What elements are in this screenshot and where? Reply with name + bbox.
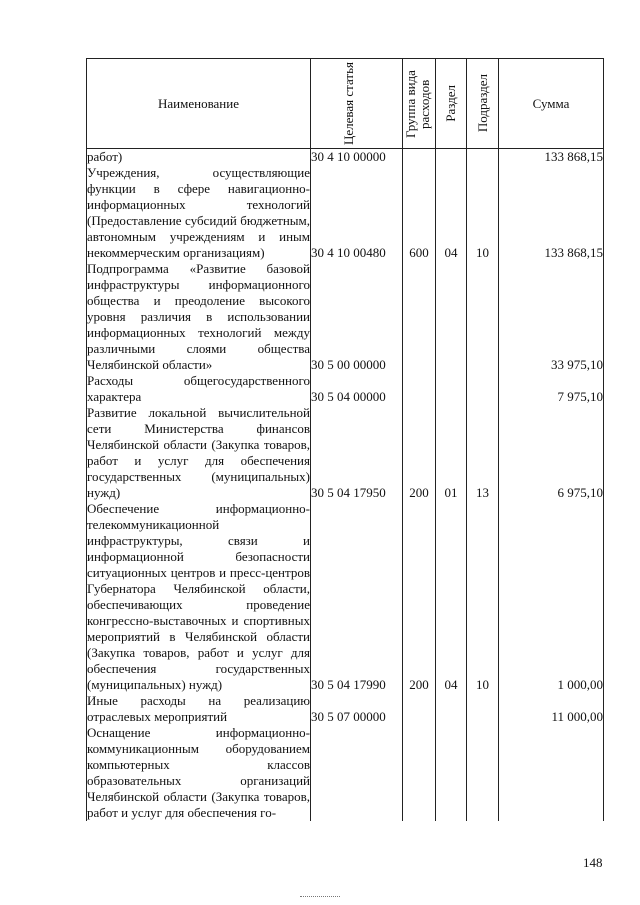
header-subsection-label: Подраздел (474, 74, 490, 133)
row-section (436, 373, 467, 405)
row-subsection (467, 373, 499, 405)
header-section (436, 59, 467, 149)
table-row (87, 261, 604, 373)
row-sum: 1 000,00 (499, 501, 604, 693)
row-sum (499, 725, 604, 821)
row-group: 600 (403, 165, 436, 261)
row-subsection: 13 (467, 405, 499, 501)
row-code: 30 4 10 00480 (311, 165, 403, 261)
row-name: работ) (87, 149, 311, 166)
header-code (311, 59, 403, 149)
row-section: 01 (436, 405, 467, 501)
row-name: Развитие локальной вычислительной сети Министерства финансов Челябинской области (Закупка товаров, работ и услуг для обеспечения государственных (муниципальных) нужд) (87, 405, 310, 500)
row-group (403, 725, 436, 821)
header-code-label: Целевая статья (340, 61, 356, 145)
header-group-label: Группа вида расходов (403, 69, 432, 138)
row-code: 30 5 04 17990 (311, 501, 403, 693)
row-sum: 7 975,10 (499, 373, 604, 405)
row-sum: 133 868,15 (499, 165, 604, 261)
scan-artifact (300, 896, 340, 897)
row-group (403, 373, 436, 405)
table-header-row (87, 59, 604, 149)
header-group (403, 59, 436, 149)
row-sum: 33 975,10 (499, 261, 604, 373)
table-row (87, 149, 604, 166)
row-section: 04 (436, 501, 467, 693)
row-code: 30 5 00 00000 (311, 261, 403, 373)
row-name: Подпрограмма «Развитие базовой инфраструктуры информационного общества и преодоление высокого уровня различия в использовании информационных технологий между различными слоями общества Челябинской области» (87, 261, 310, 372)
row-name: Оснащение информационно-коммуникационным оборудованием компьютерных классов образовательных организаций Челябинской области (Закупка товаров, работ и услуг для обеспечения го- (87, 725, 310, 820)
row-group (403, 149, 436, 166)
row-code: 30 4 10 00000 (311, 149, 403, 166)
table-row (87, 165, 604, 261)
table-row (87, 373, 604, 405)
row-code (311, 725, 403, 821)
row-sum: 133 868,15 (499, 149, 604, 166)
header-name: Наименование (87, 59, 311, 149)
row-name: Обеспечение информационно-телекоммуникационной инфраструктуры, связи и информационной безопасности ситуационных центров и пресс-центров Губернатора Челябинской области, обеспечивающих проведение конгрессно-выставочных и спортивных мероприятий в Челябинской области (Закупка товаров, работ и услуг для обеспечения государственных (муниципальных) нужд) (87, 501, 310, 692)
row-section: 04 (436, 165, 467, 261)
header-sum: Сумма (499, 59, 604, 149)
row-subsection (467, 693, 499, 725)
row-section (436, 149, 467, 166)
row-name: Иные расходы на реализацию отраслевых мероприятий (87, 693, 310, 724)
row-section (436, 725, 467, 821)
header-subsection (467, 59, 499, 149)
table-row (87, 405, 604, 501)
row-group (403, 261, 436, 373)
row-sum: 11 000,00 (499, 693, 604, 725)
header-section-label: Раздел (443, 85, 458, 122)
row-subsection: 10 (467, 501, 499, 693)
table-row (87, 693, 604, 725)
row-subsection (467, 725, 499, 821)
budget-table (86, 58, 604, 821)
row-section (436, 261, 467, 373)
row-code: 30 5 04 00000 (311, 373, 403, 405)
row-name: Расходы общегосударственного характера (87, 373, 310, 404)
row-section (436, 693, 467, 725)
table-row (87, 725, 604, 821)
row-sum: 6 975,10 (499, 405, 604, 501)
row-code: 30 5 04 17950 (311, 405, 403, 501)
row-name: Учреждения, осуществляющие функции в сфере навигационно-информационных технологий (Предоставление субсидий бюджетным, автономным учреждениям и иным некоммерческим организациям) (87, 165, 310, 260)
row-group: 200 (403, 501, 436, 693)
row-code: 30 5 07 00000 (311, 693, 403, 725)
row-subsection: 10 (467, 165, 499, 261)
row-group: 200 (403, 405, 436, 501)
table-row (87, 501, 604, 693)
row-group (403, 693, 436, 725)
row-subsection (467, 261, 499, 373)
page-number: 148 (583, 855, 603, 870)
row-subsection (467, 149, 499, 166)
